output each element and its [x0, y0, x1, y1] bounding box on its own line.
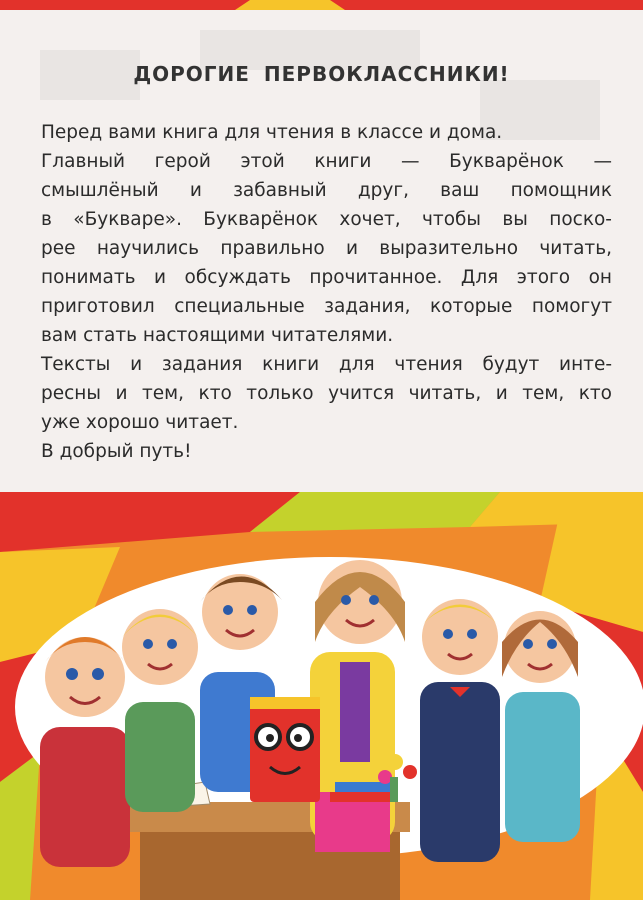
paragraph-4 [34, 437, 612, 466]
text-line: Перед вами книга для чтения в классе и дома. [41, 122, 503, 143]
text-line: приготовил специальные задания, которые помогут [41, 296, 612, 317]
text-line: Тексты и задания книги для чтения будут инте- [41, 354, 612, 375]
text-line: В добрый путь! [41, 441, 192, 462]
children-illustration-banner [0, 492, 643, 900]
paragraph-2 [34, 147, 612, 350]
paragraph-3 [34, 350, 612, 437]
text-line: Главный герой этой книги — Букварёнок — [41, 151, 612, 172]
text-line: в «Букваре». Букварёнок хочет, чтобы вы поско- [41, 209, 612, 230]
text-line: уже хорошо читает. [41, 412, 239, 433]
text-line: ресны и тем, кто только учится читать, и тем, кто [41, 383, 612, 404]
text-line: рее научились правильно и выразительно читать, [41, 238, 612, 259]
page-title: ДОРОГИЕ ПЕРВОКЛАССНИКИ! [133, 62, 510, 86]
text-line: понимать и обсуждать прочитанное. Для этого он [41, 267, 612, 288]
text-line: смышлёный и забавный друг, ваш помощник [41, 180, 612, 201]
text-line: вам стать настоящими читателями. [41, 325, 394, 346]
body-text [34, 118, 612, 466]
book-character-icon [250, 697, 320, 802]
paragraph-1 [34, 118, 612, 147]
top-decorative-strip [0, 0, 643, 10]
